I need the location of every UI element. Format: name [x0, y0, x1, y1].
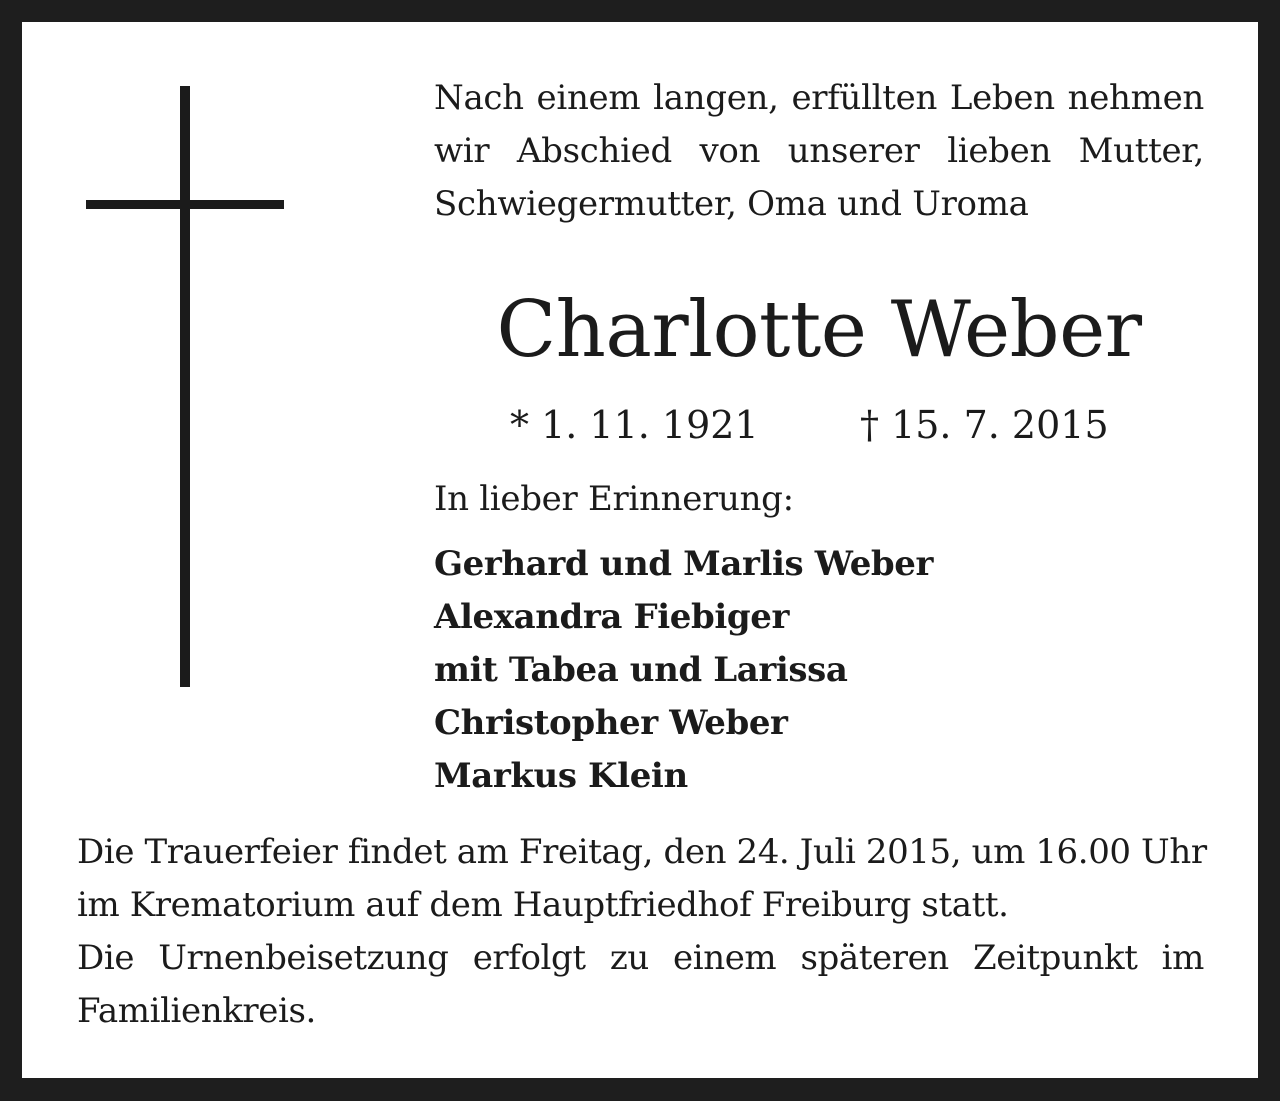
obituary-notice	[22, 22, 1258, 1078]
intro-text	[434, 72, 1204, 231]
memory-heading: In lieber Erinnerung:	[434, 479, 794, 519]
mourner-name: Alexandra Fiebiger	[434, 597, 789, 637]
cross-horizontal-bar	[86, 200, 284, 209]
intro-line: Nach einem langen, erfüllten Leben nehmen	[434, 78, 1204, 118]
death-date: † 15. 7. 2015	[860, 403, 1109, 447]
birth-date: * 1. 11. 1921	[510, 403, 759, 447]
mourners-list	[434, 538, 933, 803]
mourner-name: mit Tabea und Larissa	[434, 650, 848, 690]
funeral-details	[77, 826, 1207, 1038]
funeral-line: Die Trauerfeier findet am Freitag, den 24. Juli 2015, um 16.00 Uhr	[77, 832, 1207, 872]
cross-vertical-bar	[180, 86, 190, 687]
funeral-line: Die Urnenbeisetzung erfolgt zu einem späteren Zeitpunkt im	[77, 938, 1204, 978]
funeral-line: Familienkreis.	[77, 991, 316, 1031]
funeral-line: im Krematorium auf dem Hauptfriedhof Freiburg statt.	[77, 885, 1009, 925]
deceased-name: Charlotte Weber	[496, 285, 1142, 375]
mourner-name: Markus Klein	[434, 756, 688, 796]
intro-line: wir Abschied von unserer lieben Mutter,	[434, 131, 1204, 171]
mourner-name: Gerhard und Marlis Weber	[434, 544, 934, 584]
mourner-name: Christopher Weber	[434, 703, 788, 743]
intro-line: Schwiegermutter, Oma und Uroma	[434, 184, 1029, 224]
